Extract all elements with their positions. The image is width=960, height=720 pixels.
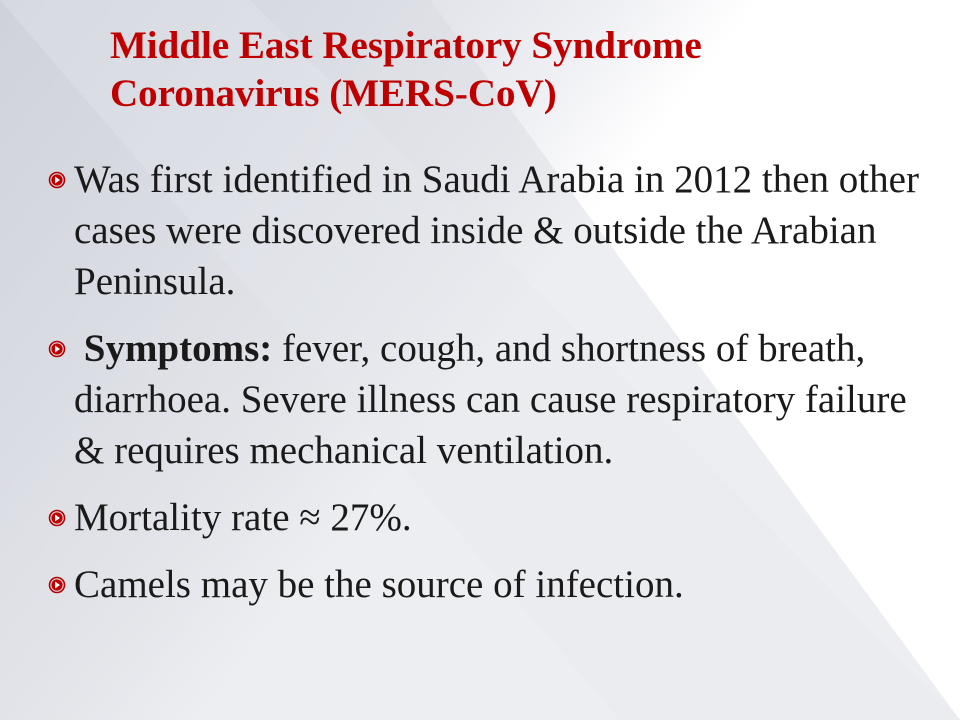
bullet-list bbox=[48, 154, 928, 626]
circled-arrow-right-icon bbox=[48, 340, 66, 358]
title-line-2: Coronavirus (MERS-CoV) bbox=[110, 72, 557, 115]
bullet-text: Camels may be the source of infection. bbox=[74, 563, 684, 606]
bullet-item-camels bbox=[48, 559, 928, 610]
bullet-text: fever, cough, and shortness of breath, diarrhoea. Severe illness can cause respiratory failure & requires mechanical ventilation. bbox=[74, 327, 907, 472]
slide-title bbox=[110, 22, 910, 118]
bullet-text: Mortality rate ≈ 27%. bbox=[74, 496, 412, 539]
bullet-item-symptoms bbox=[48, 323, 928, 476]
bullet-item-mortality bbox=[48, 492, 928, 543]
bullet-item-first-identified bbox=[48, 154, 928, 307]
symptoms-label: Symptoms: bbox=[83, 327, 273, 370]
circled-arrow-right-icon bbox=[48, 576, 66, 594]
title-line-1: Middle East Respiratory Syndrome bbox=[110, 24, 702, 67]
circled-arrow-right-icon bbox=[48, 509, 66, 527]
circled-arrow-right-icon bbox=[48, 171, 66, 189]
bullet-text: Was first identified in Saudi Arabia in 2012 then other cases were discovered inside & outside the Arabian Peninsula. bbox=[74, 158, 919, 303]
